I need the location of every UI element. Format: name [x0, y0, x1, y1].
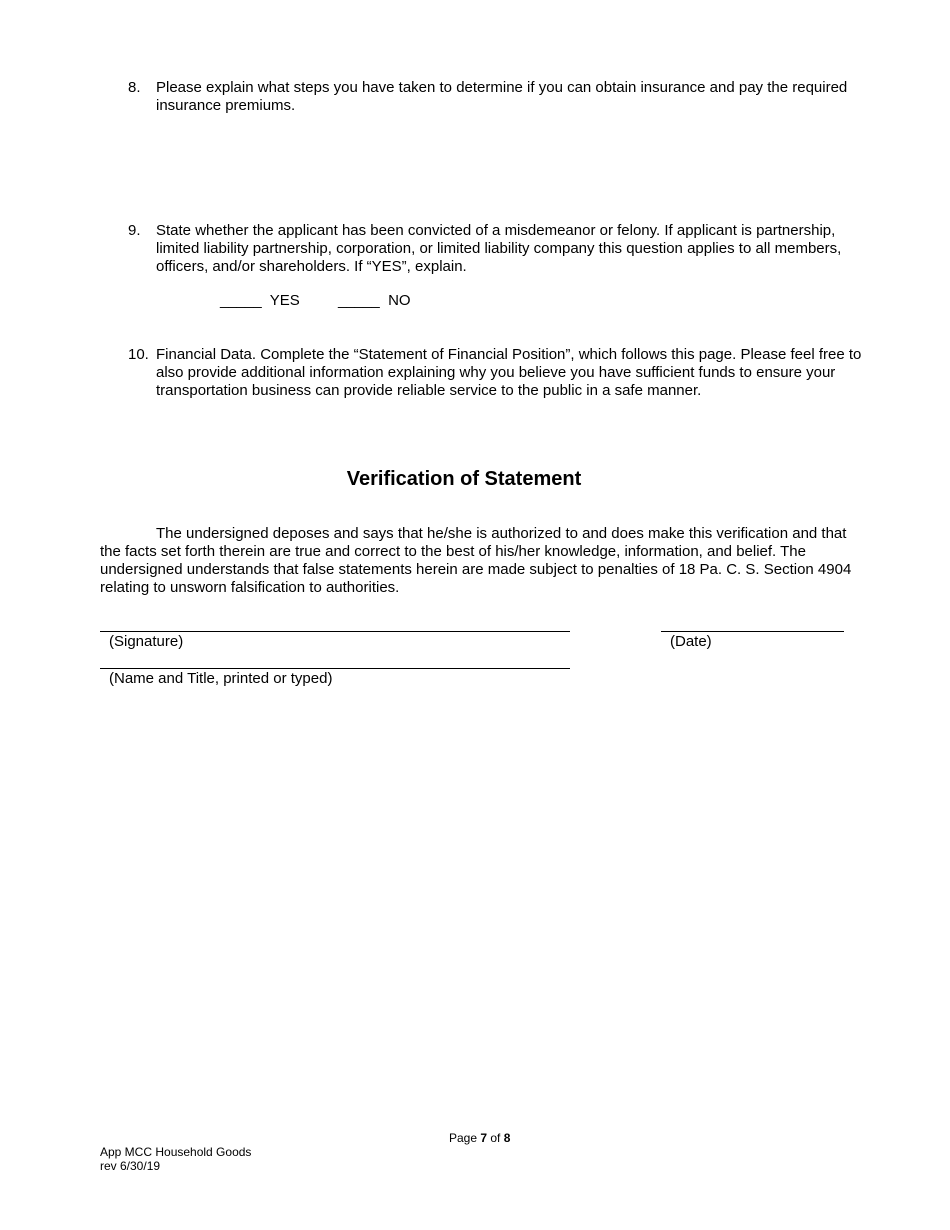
- verification-heading: Verification of Statement: [346, 468, 582, 490]
- yes-option[interactable]: [220, 292, 300, 310]
- form-name: App MCC Household Goods: [100, 1145, 252, 1159]
- form-revision: rev 6/30/19: [100, 1159, 161, 1173]
- question-text: Please explain what steps you have taken to determine if you can obtain insurance and pay the required insurance premiums.: [156, 79, 848, 114]
- page-number: Page 7 of 8: [449, 1131, 511, 1145]
- signature-line[interactable]: [100, 631, 570, 632]
- question-number: 10.: [128, 346, 149, 363]
- date-line[interactable]: [661, 631, 844, 632]
- name-title-line[interactable]: [100, 668, 570, 669]
- verification-paragraph: [100, 525, 860, 597]
- current-page: 7: [480, 1131, 488, 1145]
- no-blank[interactable]: _____: [338, 292, 380, 309]
- no-option[interactable]: [338, 292, 411, 310]
- date-label: (Date): [670, 633, 712, 650]
- question-number: 9.: [128, 222, 141, 239]
- total-pages: 8: [503, 1131, 511, 1145]
- verification-text: The undersigned deposes and says that he/she is authorized to and does make this verification and that the facts set forth therein are true and correct to the best of his/her knowledge, information, and belief. The undersigned understands that false statements herein are made subject to penalties of 18 Pa. C. S. Section 4904 relating to unsworn falsification to authorities.: [100, 525, 852, 596]
- no-label: NO: [388, 292, 411, 309]
- question-number: 8.: [128, 79, 141, 96]
- yes-blank[interactable]: _____: [220, 292, 262, 309]
- question-text: Financial Data. Complete the “Statement of Financial Position”, which follows this page. Please feel free to also provide additional information explaining why you believe you have sufficient funds to ensure your transportation business can provide reliable service to the public in a safe manner.: [156, 346, 862, 399]
- signature-label: (Signature): [109, 633, 184, 650]
- question-text: State whether the applicant has been convicted of a misdemeanor or felony. If applicant is partnership, limited liability partnership, corporation, or limited liability company this question applies to all members, officers, and/or shareholders. If “YES”, explain.: [156, 222, 842, 275]
- yes-label: YES: [269, 292, 300, 309]
- name-title-label: (Name and Title, printed or typed): [109, 670, 333, 687]
